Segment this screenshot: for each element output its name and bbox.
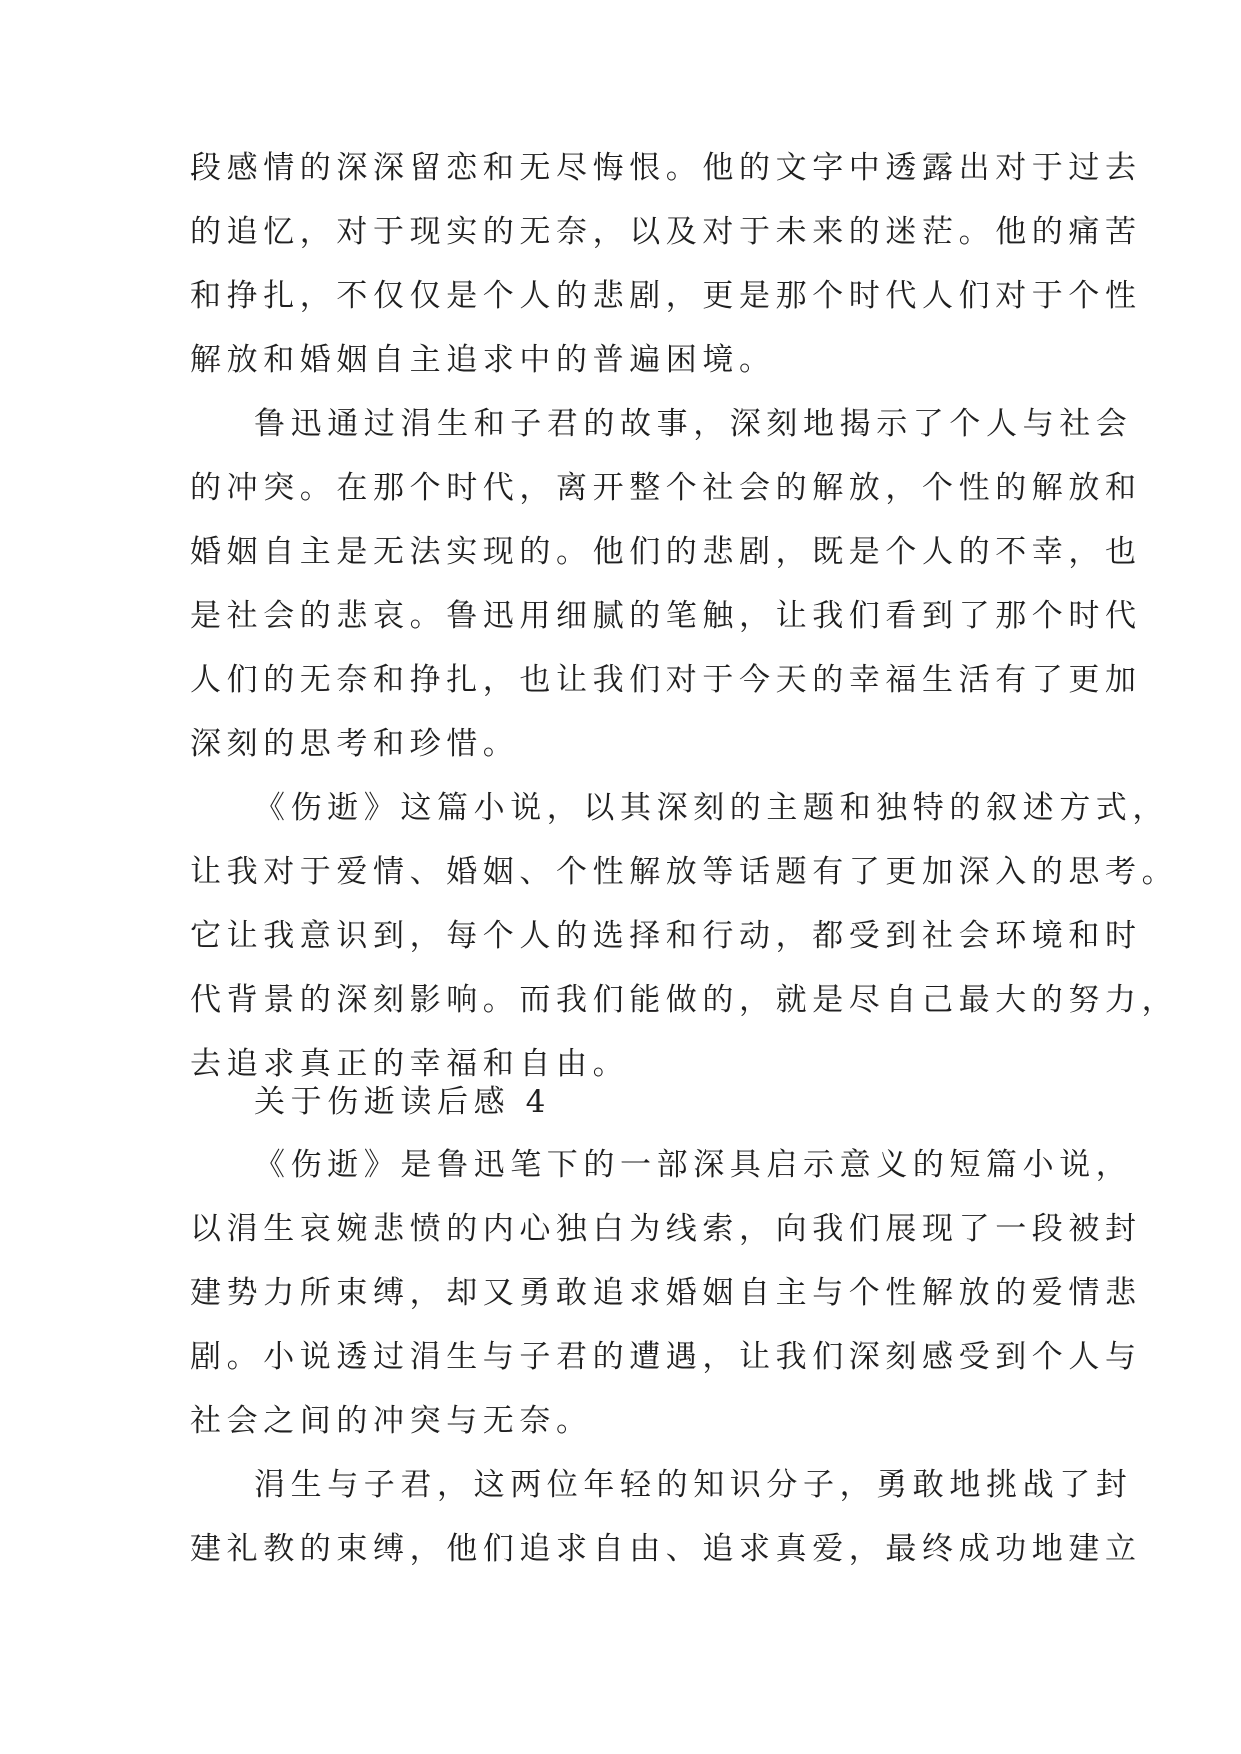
text-line: 社会之间的冲突与无奈。 <box>190 1403 593 1439</box>
paragraph-first-line: 《伤逝》这篇小说，以其深刻的主题和独特的叙述方式， <box>254 790 1169 826</box>
text-line: 和挣扎，不仅仅是个人的悲剧，更是那个时代人们对于个性 <box>190 278 1142 314</box>
body-text-block-2 <box>190 1133 1142 1581</box>
body-text-block-1 <box>190 136 1179 1096</box>
paragraph-first-line: 涓生与子君，这两位年轻的知识分子，勇敢地挑战了封 <box>254 1467 1133 1503</box>
text-line: 让我对于爱情、婚姻、个性解放等话题有了更加深入的思考。 <box>190 854 1179 890</box>
section-heading: 关于伤逝读后感 4 <box>254 1084 551 1120</box>
paragraph-first-line: 鲁迅通过涓生和子君的故事，深刻地揭示了个人与社会 <box>254 406 1133 442</box>
paragraph-first-line: 《伤逝》是鲁迅笔下的一部深具启示意义的短篇小说， <box>254 1147 1133 1183</box>
text-line: 的追忆，对于现实的无奈，以及对于未来的迷茫。他的痛苦 <box>190 214 1142 250</box>
text-line: 婚姻自主是无法实现的。他们的悲剧，既是个人的不幸，也 <box>190 534 1142 570</box>
text-line: 是社会的悲哀。鲁迅用细腻的笔触，让我们看到了那个时代 <box>190 598 1142 634</box>
text-line: 它让我意识到，每个人的选择和行动，都受到社会环境和时 <box>190 918 1142 954</box>
text-line: 人们的无奈和挣扎，也让我们对于今天的幸福生活有了更加 <box>190 662 1142 698</box>
text-line: 深刻的思考和珍惜。 <box>190 726 520 762</box>
text-line: 建礼教的束缚，他们追求自由、追求真爱，最终成功地建立 <box>190 1531 1142 1567</box>
text-line: 解放和婚姻自主追求中的普遍困境。 <box>190 342 776 378</box>
text-line: 的冲突。在那个时代，离开整个社会的解放，个性的解放和 <box>190 470 1142 506</box>
text-line: 剧。小说透过涓生与子君的遭遇，让我们深刻感受到个人与 <box>190 1339 1142 1375</box>
text-line: 以涓生哀婉悲愤的内心独白为线索，向我们展现了一段被封 <box>190 1211 1142 1247</box>
text-line: 代背景的深刻影响。而我们能做的，就是尽自己最大的努力， <box>190 982 1179 1018</box>
text-line: 去追求真正的幸福和自由。 <box>190 1046 630 1082</box>
text-line: 建势力所束缚，却又勇敢追求婚姻自主与个性解放的爱情悲 <box>190 1275 1142 1311</box>
text-line: 段感情的深深留恋和无尽悔恨。他的文字中透露出对于过去 <box>190 150 1142 186</box>
